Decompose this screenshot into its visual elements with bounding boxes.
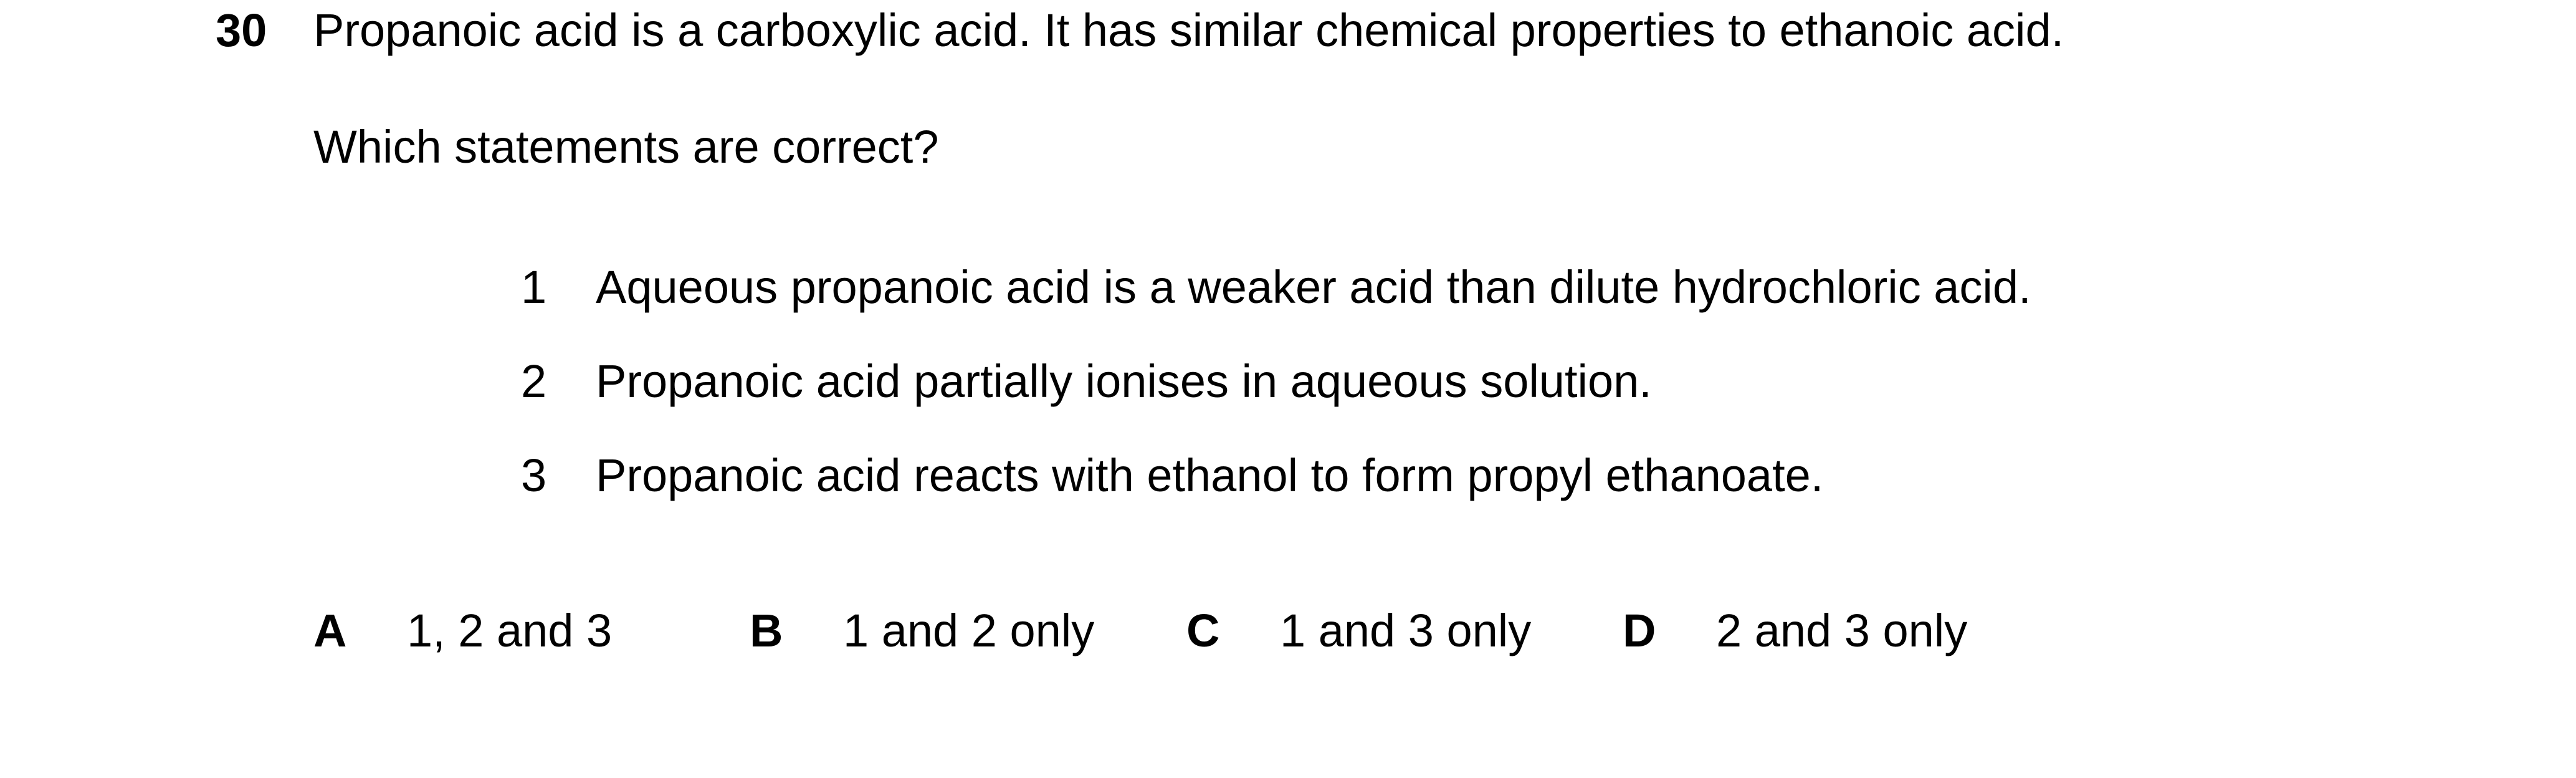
statement-text: Propanoic acid partially ionises in aqueous solution. xyxy=(596,355,1652,407)
option-text: 1 and 3 only xyxy=(1280,605,1532,656)
option-letter: B xyxy=(750,605,783,656)
statement-number: 3 xyxy=(521,449,547,501)
option-text: 2 and 3 only xyxy=(1716,605,1968,656)
question-prompt: Which statements are correct? xyxy=(313,121,939,173)
option-letter: D xyxy=(1623,605,1656,656)
statement-text: Aqueous propanoic acid is a weaker acid than dilute hydrochloric acid. xyxy=(596,261,2031,313)
statement-number: 1 xyxy=(521,261,547,313)
option-letter: C xyxy=(1186,605,1220,656)
question-stem: Propanoic acid is a carboxylic acid. It has similar chemical properties to ethanoic acid. xyxy=(313,4,2064,56)
question-number: 30 xyxy=(216,4,267,56)
option-text: 1 and 2 only xyxy=(843,605,1095,656)
option-text: 1, 2 and 3 xyxy=(407,605,613,656)
statement-number: 2 xyxy=(521,355,547,407)
option-letter: A xyxy=(313,605,347,656)
statement-text: Propanoic acid reacts with ethanol to form propyl ethanoate. xyxy=(596,449,1824,501)
